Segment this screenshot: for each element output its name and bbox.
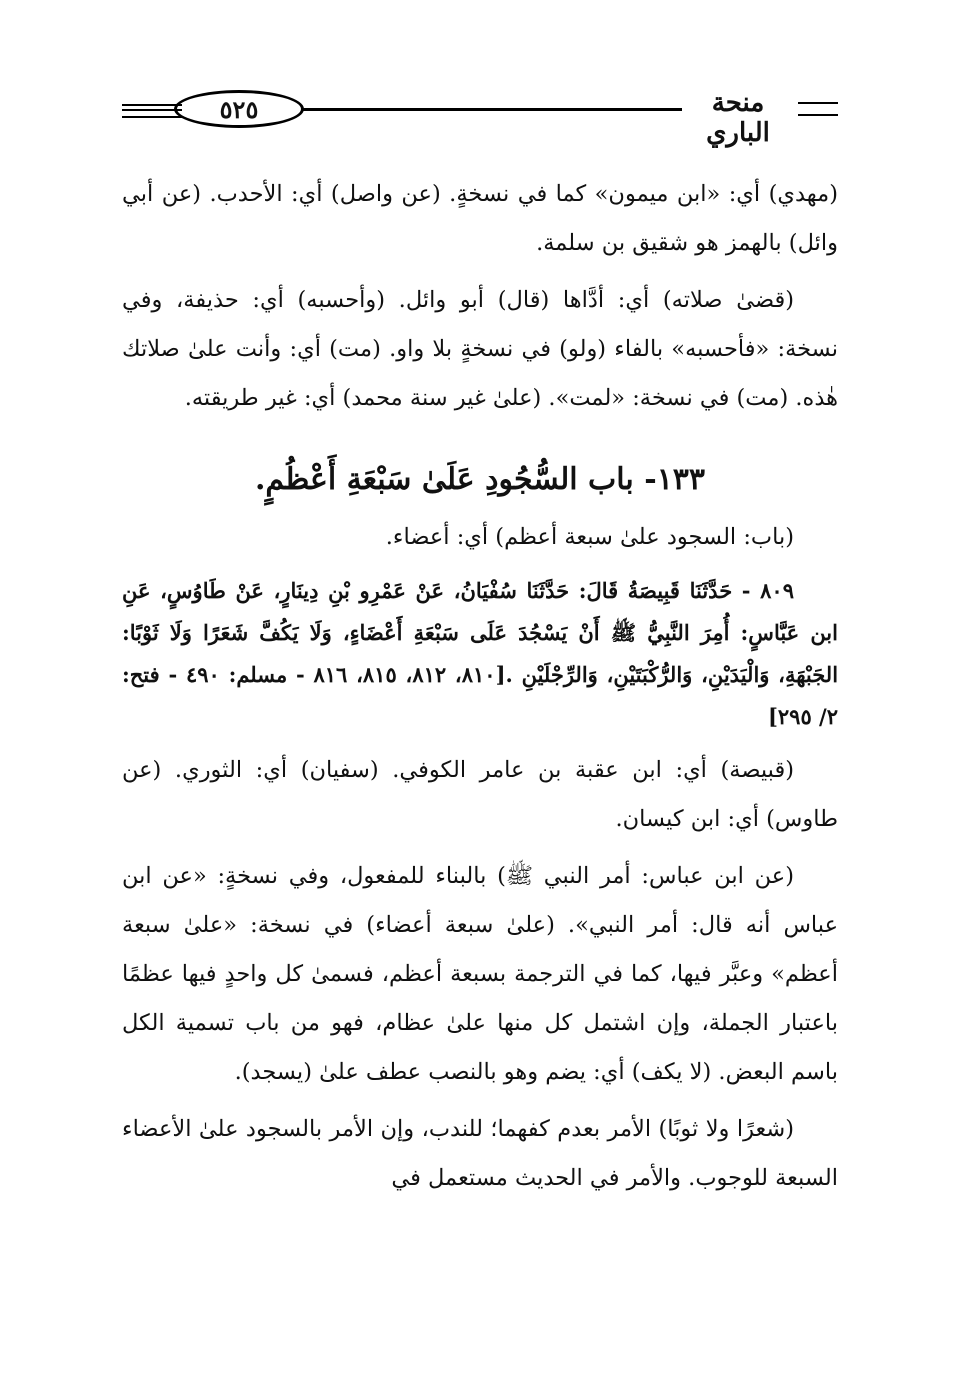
paragraph: (قضىٰ صلاته) أي: أدَّاها (قال) أبو وائل. (وأحسبه) أي: حذيفة، وفي نسخة: «فأحسبه» بالفاء (ولو) في نسخةٍ بلا واو. (مت) أي: وأنت علىٰ صلاتك هٰذه. (مت) في نسخة: «لمت». (علىٰ غير سنة محمد) أي: غير طريقته. (122, 287, 838, 411)
page-number: ٥٢٥ (174, 90, 304, 128)
header-rule-left (122, 104, 182, 118)
page-header (122, 88, 838, 148)
running-title: منحة الباري (706, 88, 770, 148)
commentary-paragraph: (شعرًا ولا ثوبًا) الأمر بعدم كفهما؛ للندب، وإن الأمر بالسجود علىٰ الأعضاء السبعة للوجوب. والأمر في الحديث مستعمل في (122, 1116, 838, 1191)
chapter-title: ١٣٣- باب السُّجُودِ عَلَىٰ سَبْعَةِ أَعْظُمٍ. (254, 462, 706, 497)
chapter-gloss: (باب: السجود علىٰ سبعة أعظم) أي: أعضاء. (385, 524, 794, 550)
page-body (122, 170, 838, 1211)
hadith-text: ٨٠٩ - حَدَّثَنَا قَبِيصَةُ قَالَ: حَدَّثَنَا سُفْيَانُ، عَنْ عَمْرِو بْنِ دِينَارٍ، عَنْ طَاوُسٍ، عَنِ ابن عَبَّاسٍ: أُمِرَ النَّبِيُّ ﷺ أَنْ يَسْجُدَ عَلَى سَبْعَةِ أَعْضَاءٍ، وَلَا يَكُفَّ شَعَرًا وَلَا ثَوْبًا: الجَبْهَةِ، وَالْيَدَيْنِ، وَالرُّكْبَتَيْنِ، وَالرِّجْلَيْنِ .[٨١٠، ٨١٢، ٨١٥، ٨١٦ - مسلم: ٤٩٠ - فتح: ٢/ ٢٩٥] (122, 578, 839, 729)
commentary-paragraph: (عن ابن عباس: أمر النبي ﷺ) بالبناء للمفعول، وفي نسخةٍ: «عن ابن عباس أنه قال: أمر النبي». (علىٰ سبعة أعضاء) في نسخة: «علىٰ سبعة أعظم» وعبَّر فيها، كما في الترجمة بسبعة أعظم، فسمىٰ كل واحدٍ فيها عظمًا باعتبار الجملة، وإن اشتمل كل منها علىٰ عظام، فهو من باب تسمية الكل باسم البعض. (لا يكف) أي: يضم وهو بالنصب عطف علىٰ (يسجد). (122, 863, 838, 1085)
header-rule (302, 108, 682, 111)
commentary-paragraph: (قبيصة) أي: ابن عقبة بن عامر الكوفي. (سفيان) أي: الثوري. (عن طاوس) أي: ابن كيسان. (122, 757, 838, 832)
header-rule-right (798, 102, 838, 116)
paragraph: (مهدي) أي: «ابن ميمون» كما في نسخةٍ. (عن واصل) أي: الأحدب. (عن أبي وائل) بالهمز هو شقيق بن سلمة. (122, 181, 838, 256)
